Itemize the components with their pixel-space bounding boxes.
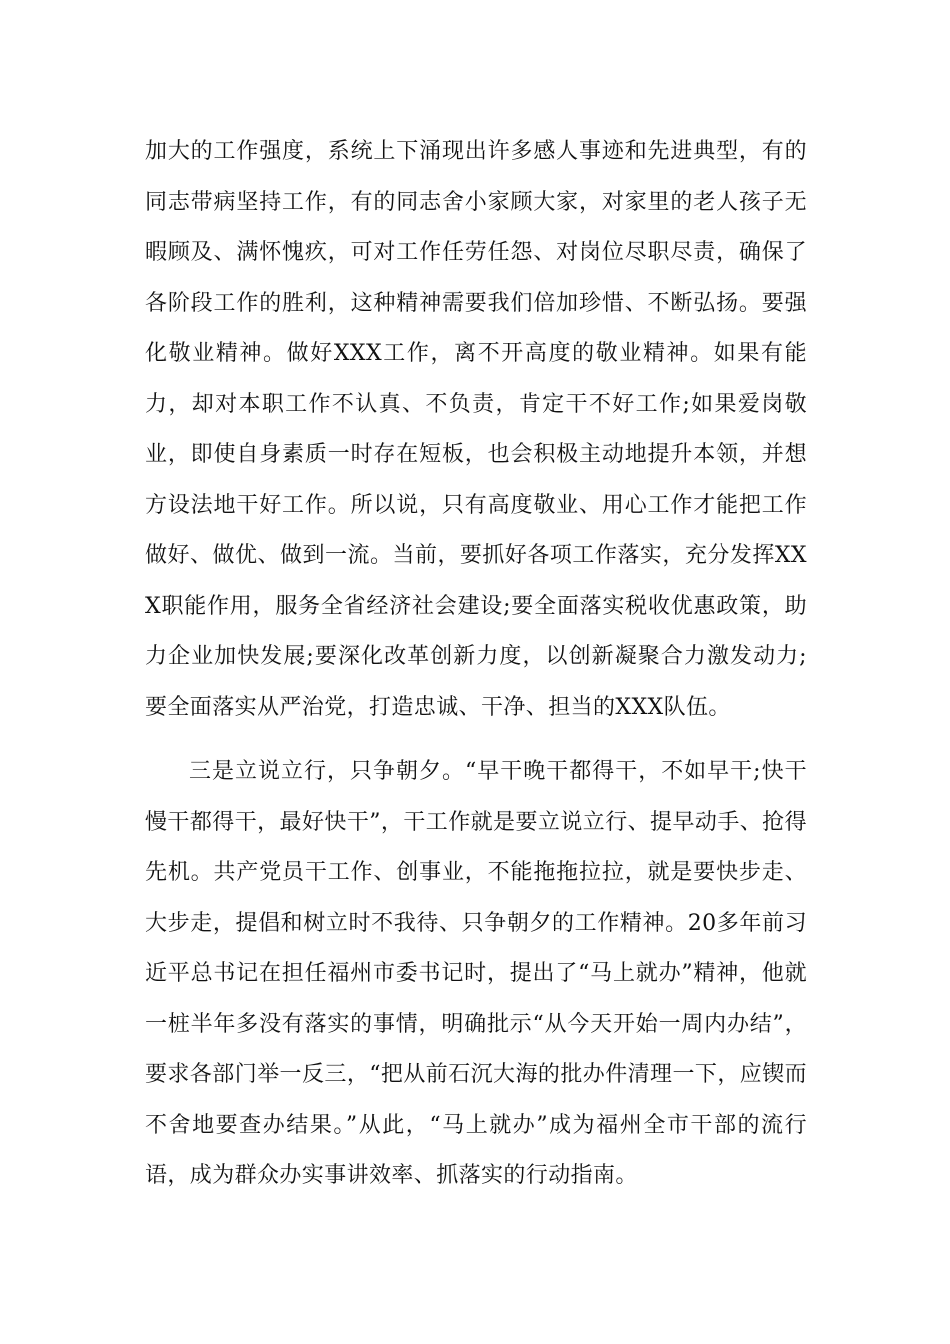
body-paragraph: 加大的工作强度，系统上下涌现出许多感人事迹和先进典型，有的同志带病坚持工作，有的同志舍小家顾大家，对家里的老人孩子无暇顾及、满怀愧疚，可对工作任劳任怨、对岗位尽职尽责，确保了各阶段工作的胜利，这种精神需要我们倍加珍惜、不断弘扬。要强化敬业精神。做好XXX工作，离不开高度的敬业精神。如果有能力，却对本职工作不认真、不负责，肯定干不好工作;如果爱岗敬业，即使自身素质一时存在短板，也会积极主动地提升本领，并想方设法地干好工作。所以说，只有高度敬业、用心工作才能把工作做好、做优、做到一流。当前，要抓好各项工作落实，充分发挥XXX职能作用，服务全省经济社会建设;要全面落实税收优惠政策，助力企业加快发展;要深化改革创新力度，以创新凝聚合力激发动力;要全面落实从严治党，打造忠诚、干净、担当的XXX队伍。 [145, 139, 807, 720]
body-paragraph: 三是立说立行，只争朝夕。“早干晚干都得干，不如早干;快干慢干都得干，最好快干”，干工作就是要立说立行、提早动手、抢得先机。共产党员干工作、创事业，不能拖拖拉拉，就是要快步走、大步走，提倡和树立时不我待、只争朝夕的工作精神。20多年前习近平总书记在担任福州市委书记时，提出了“马上就办”精神，他就一桩半年多没有落实的事情，明确批示“从今天开始一周内办结”，要求各部门举一反三，“把从前石沉大海的批办件清理一下，应锲而不舍地要查办结果。”从此，“马上就办”成为福州全市干部的流行语，成为群众办实事讲效率、抓落实的行动指南。 [145, 759, 807, 1188]
